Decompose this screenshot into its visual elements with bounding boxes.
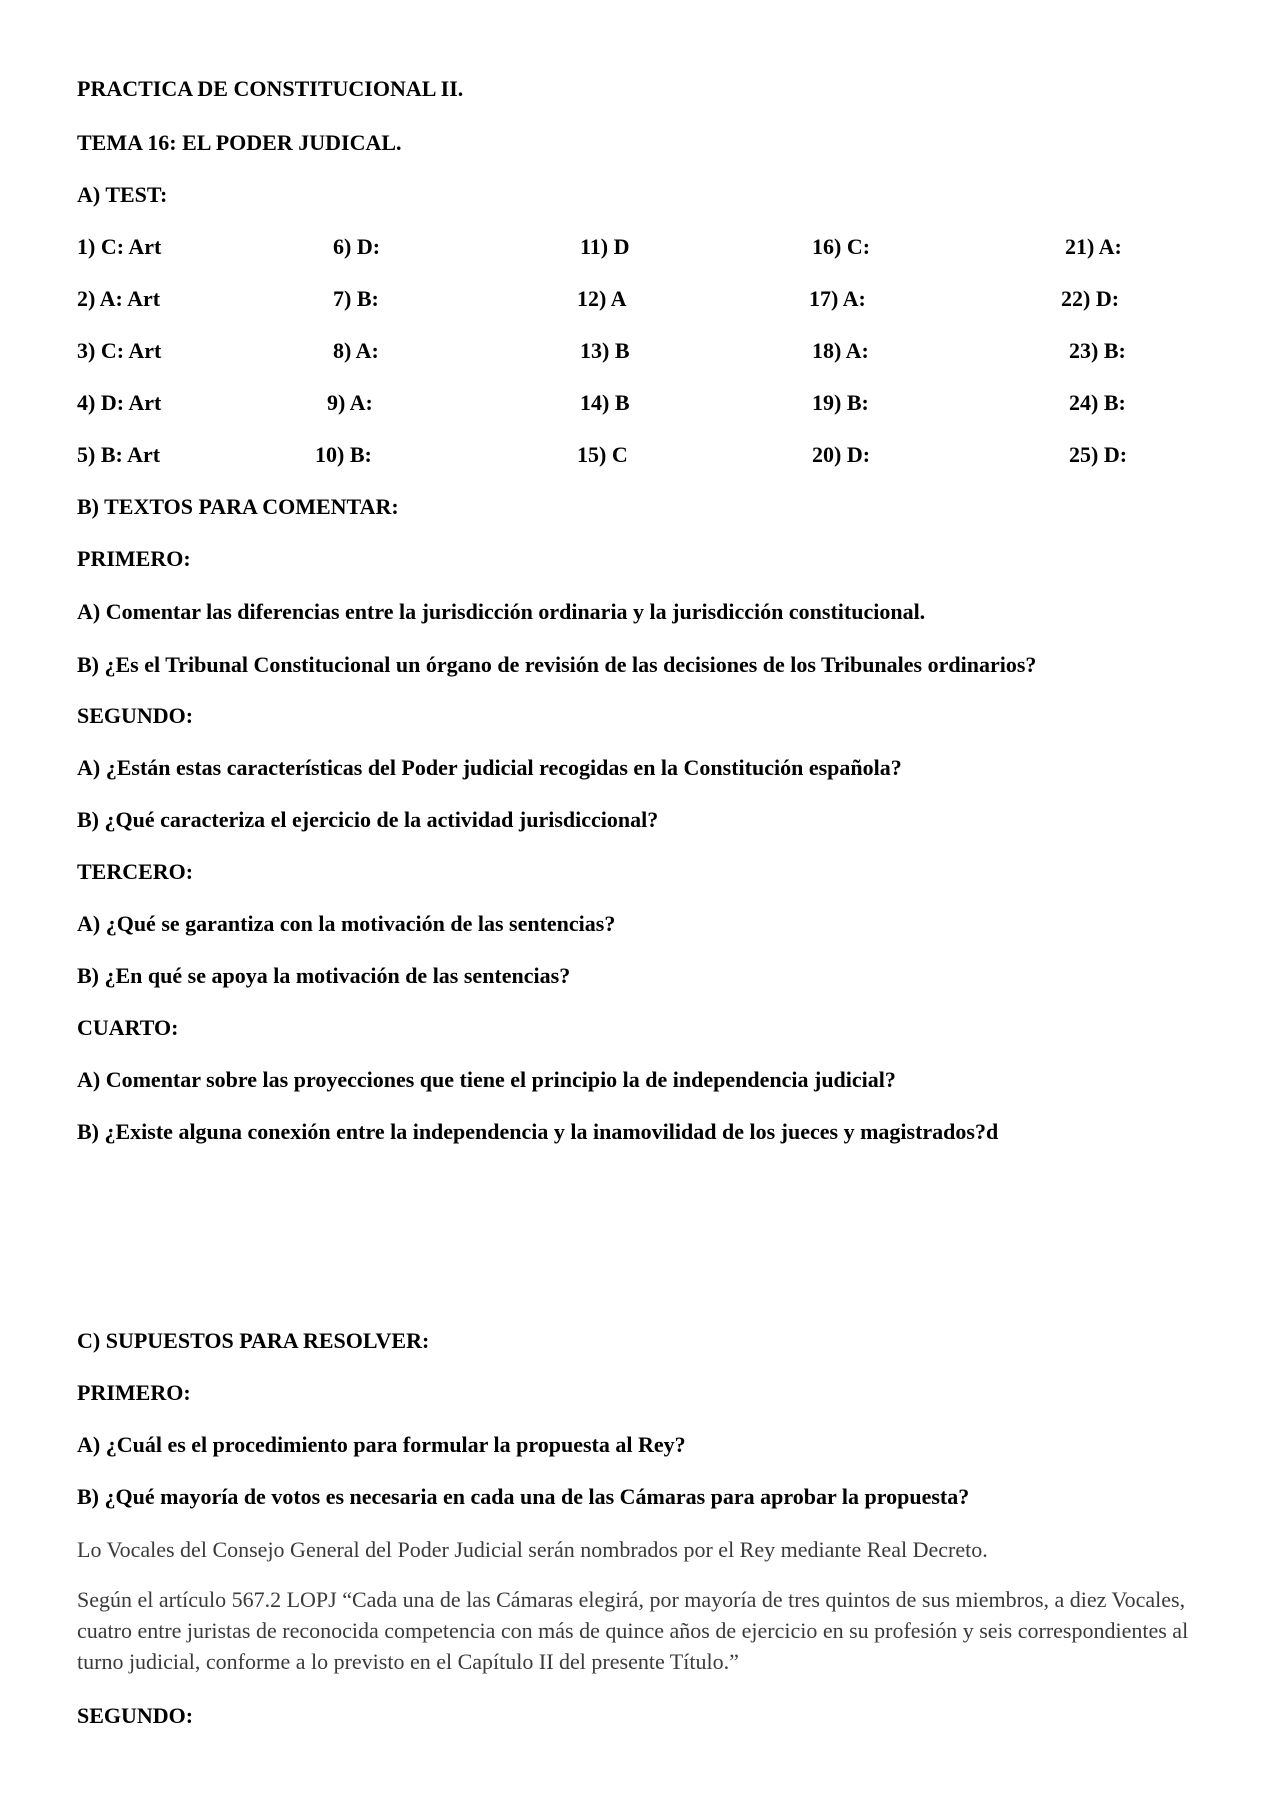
- answer-paragraph: Lo Vocales del Consejo General del Poder Judicial serán nombrados por el Rey mediante Real Decreto.: [77, 1537, 988, 1562]
- test-answer: 15) C: [577, 442, 628, 467]
- cases-segundo-label: SEGUNDO:: [77, 1703, 194, 1728]
- test-answer: 23) B:: [1069, 338, 1126, 363]
- test-answer: 13) B: [580, 338, 630, 363]
- test-answer: 4) D: Art: [77, 390, 162, 415]
- test-answer: 25) D:: [1069, 442, 1128, 467]
- cases-heading: C) SUPUESTOS PARA RESOLVER:: [77, 1328, 430, 1353]
- test-answer: 12) A: [577, 286, 627, 311]
- test-answer: 22) D:: [1061, 286, 1120, 311]
- test-answer: 24) B:: [1069, 390, 1126, 415]
- test-answer: 18) A:: [812, 338, 869, 363]
- texts-cuarto-label: CUARTO:: [77, 1015, 179, 1040]
- test-answer: 3) C: Art: [77, 338, 162, 363]
- test-answer: 20) D:: [812, 442, 871, 467]
- test-answer: 2) A: Art: [77, 286, 161, 311]
- question-text: B) ¿Qué mayoría de votos es necesaria en cada una de las Cámaras para aprobar la propuesta?: [77, 1484, 970, 1509]
- question-text: B) ¿Qué caracteriza el ejercicio de la actividad jurisdiccional?: [77, 807, 659, 832]
- test-answer: 9) A:: [327, 390, 373, 415]
- question-text: B) ¿Existe alguna conexión entre la independencia y la inamovilidad de los jueces y magistrados?d: [77, 1119, 999, 1144]
- topic-title: TEMA 16: EL PODER JUDICAL.: [77, 130, 402, 155]
- test-answer: 16) C:: [812, 234, 871, 259]
- texts-primero-label: PRIMERO:: [77, 546, 191, 571]
- test-answer: 5) B: Art: [77, 442, 161, 467]
- test-answer: 19) B:: [812, 390, 869, 415]
- question-text: B) ¿En qué se apoya la motivación de las sentencias?: [77, 963, 571, 988]
- document-title: PRACTICA DE CONSTITUCIONAL II.: [77, 76, 464, 101]
- test-answer: 1) C: Art: [77, 234, 162, 259]
- answer-paragraph: Según el artículo 567.2 LOPJ “Cada una de las Cámaras elegirá, por mayoría de tres quintos de sus miembros, a diez Vocales, cuatro entre juristas de reconocida competencia con más de quince años de ejercicio en su profesión y seis correspondientes al turno judicial, conforme a lo previsto en el Capítulo II del presente Título.”: [77, 1587, 1189, 1674]
- test-answer: 21) A:: [1065, 234, 1122, 259]
- test-answer: 6) D:: [333, 234, 381, 259]
- cases-primero-label: PRIMERO:: [77, 1380, 191, 1405]
- texts-heading: B) TEXTOS PARA COMENTAR:: [77, 494, 399, 519]
- texts-tercero-label: TERCERO:: [77, 859, 194, 884]
- question-text: A) Comentar sobre las proyecciones que tiene el principio la de independencia judicial?: [77, 1067, 896, 1092]
- question-text: B) ¿Es el Tribunal Constitucional un órgano de revisión de las decisiones de los Tribunales ordinarios?: [77, 652, 1037, 677]
- test-answer: 8) A:: [333, 338, 379, 363]
- question-text: A) Comentar las diferencias entre la jurisdicción ordinaria y la jurisdicción constitucional.: [77, 599, 926, 624]
- test-answer: 17) A:: [809, 286, 866, 311]
- test-answer: 10) B:: [315, 442, 372, 467]
- test-answer: 7) B:: [333, 286, 379, 311]
- question-text: A) ¿Cuál es el procedimiento para formular la propuesta al Rey?: [77, 1432, 686, 1457]
- test-heading: A) TEST:: [77, 182, 168, 207]
- question-text: A) ¿Qué se garantiza con la motivación de las sentencias?: [77, 911, 616, 936]
- texts-segundo-label: SEGUNDO:: [77, 703, 194, 728]
- question-text: A) ¿Están estas características del Poder judicial recogidas en la Constitución española?: [77, 755, 902, 780]
- test-answer: 11) D: [580, 234, 630, 259]
- test-answer: 14) B: [580, 390, 630, 415]
